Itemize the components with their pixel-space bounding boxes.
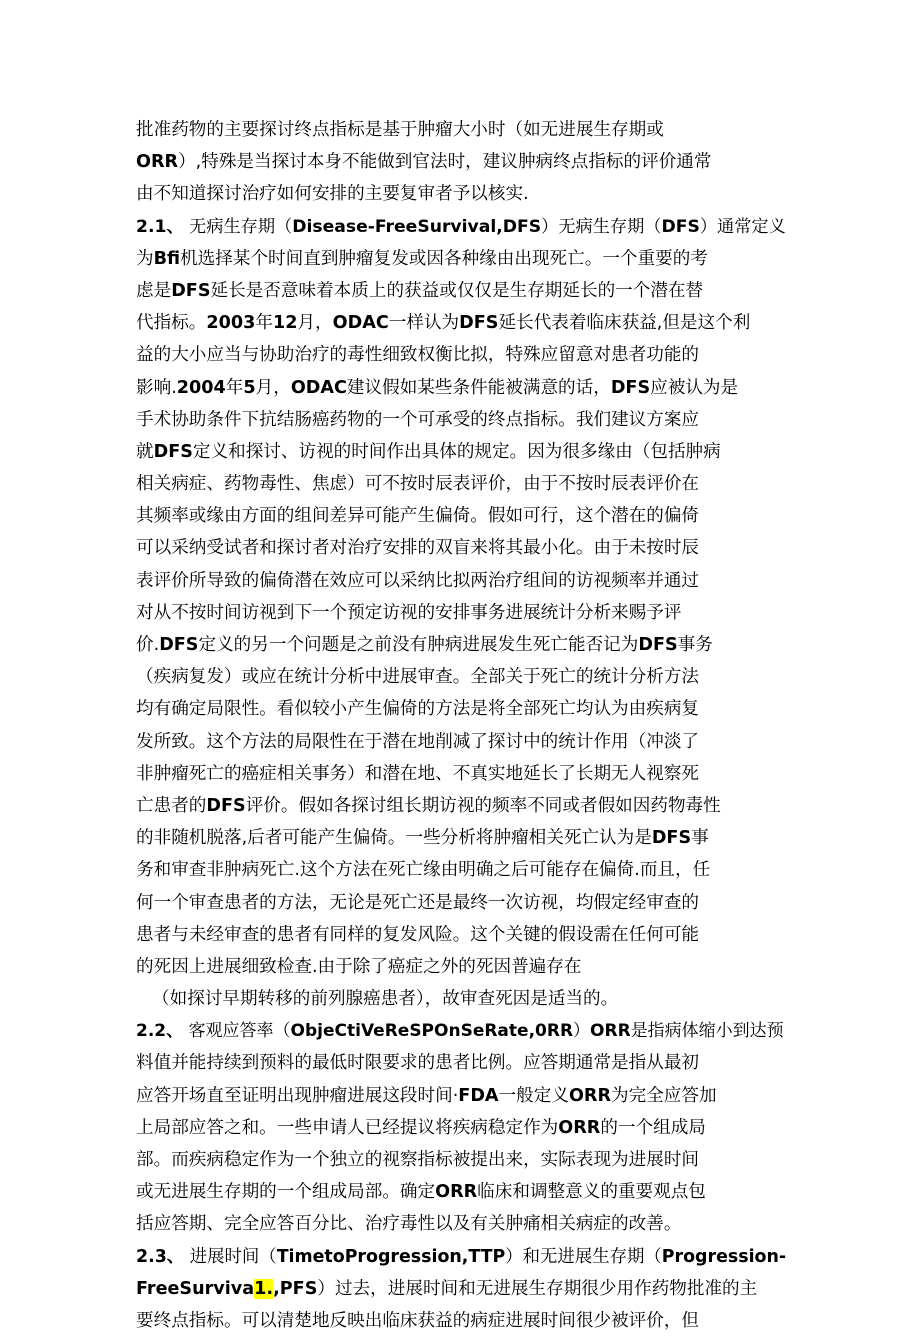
text-line (136, 565, 786, 597)
text-segment: ORR (590, 1021, 631, 1042)
text-line (136, 275, 786, 307)
text-segment: 料值并能持续到预料的最低时限要求的患者比例。应答期通常是指从最初 (136, 1053, 700, 1074)
text-segment: DFS (159, 635, 199, 655)
text-line (136, 1208, 786, 1240)
text-line (136, 1176, 786, 1208)
text-line (136, 307, 786, 339)
text-segment: ）,特殊是当探讨本身不能做到官法时，建议肿病终点指标的评价通常 (178, 152, 712, 173)
text-segment: 部。而疾病稳定作为一个独立的视察指标被提出来，实际表现为进展时间 (136, 1150, 700, 1170)
text-segment: 无病生存期（ (183, 216, 293, 237)
text-line (136, 597, 786, 629)
text-segment: （疾病复发）或应在统计分析中进展审查。全部关于死亡的统计分析方法 (136, 667, 700, 688)
text-line (136, 790, 786, 822)
text-line (136, 887, 786, 919)
text-line (136, 1305, 786, 1337)
text-segment: 均有确定局限性。看似较小产生偏倚的方法是将全部死亡均认为由疾病复 (136, 699, 700, 720)
text-segment: 亡患者的 (136, 795, 207, 816)
text-segment: 的非随机脱落,后者可能产生偏倚。一些分析将肿瘤相关死亡认为是 (136, 828, 652, 849)
text-segment: 就 (136, 441, 154, 462)
text-line (136, 339, 786, 371)
text-segment: 2.1、 (136, 216, 184, 237)
text-segment: 客观应答率（ (183, 1021, 291, 1042)
text-segment: ObjeCtiVeReSPOnSeRate,0RR (290, 1021, 574, 1042)
text-segment: 要终点指标。可以清楚地反映出临床获益的病症进展时间很少被评价，但 (136, 1310, 700, 1331)
text-segment: 定义的另一个问题是之前没有肿病进展发生死亡能否记为 (198, 635, 639, 655)
text-segment: 5 (243, 377, 256, 398)
text-segment: TimetoProgression,TTP (276, 1246, 506, 1267)
text-segment: 可以采纳受试者和探讨者对治疗安排的双盲来将其最小化。由于未按时辰 (136, 538, 700, 559)
text-segment: 月， (297, 313, 333, 334)
text-segment: 进展时间（ (184, 1246, 277, 1267)
text-segment: ）通常定义 (699, 216, 786, 237)
text-line (136, 114, 786, 146)
text-segment: 务和审查非肿病死亡.这个方法在死亡缘由明确之后可能存在偏倚.而且，任 (136, 860, 711, 881)
text-segment: 患者与未经审查的患者有同样的复发风险。这个关键的假设需在任何可能 (136, 924, 700, 945)
text-segment: DFS (206, 795, 246, 816)
text-line (136, 629, 786, 661)
text-segment: 表评价所导致的偏倚潜在效应可以采纳比拟两治疗组间的访视频率并通过 (136, 570, 700, 591)
text-segment: Bfi (153, 248, 181, 269)
body-text (136, 114, 786, 1337)
text-line (136, 983, 786, 1015)
text-segment: ODAC (332, 313, 389, 334)
text-line (136, 854, 786, 886)
text-segment: 机选择某个时间直到肿瘤复发或因各种缘由出现死亡。一个重要的考 (180, 248, 708, 269)
text-segment: 是指病体缩小到达预 (630, 1021, 784, 1042)
text-segment: 评价。假如各探讨组长期访视的频率不同或者假如因药物毒性 (245, 795, 721, 816)
text-segment: 2.2、 (136, 1021, 184, 1042)
text-segment: 2003 (206, 313, 256, 334)
text-line (136, 1241, 786, 1273)
text-segment: 代指标。 (136, 313, 207, 334)
text-segment: 非肿瘤死亡的癌症相关事务）和潜在地、不真实地延长了长期无人视察死 (136, 763, 700, 784)
text-segment: 虑是 (136, 280, 172, 301)
text-line (136, 243, 786, 275)
text-line (136, 468, 786, 500)
text-segment: ORR (435, 1182, 478, 1203)
text-segment: 12 (272, 313, 298, 334)
text-segment: 为完全应答加 (611, 1085, 717, 1106)
text-segment: 价. (136, 635, 160, 655)
text-line (136, 951, 786, 983)
text-segment: ORR (558, 1117, 601, 1138)
highlighted-text: 1. (254, 1278, 274, 1299)
text-segment: ）无病生存期（ (541, 216, 662, 237)
text-segment: 其频率或缘由方面的组间差异可能产生偏倚。假如可行，这个潜在的偏倚 (136, 506, 700, 527)
text-segment: 临床和调整意义的重要观点包 (477, 1182, 706, 1203)
text-segment: DFS (153, 441, 193, 462)
text-segment: DFS (610, 377, 651, 398)
text-segment: ）过去，进展时间和无进展生存期很少用作药物批准的主 (317, 1278, 758, 1299)
text-line (136, 372, 786, 404)
text-segment: 年 (255, 313, 273, 334)
text-segment: 月， (255, 377, 291, 398)
text-segment: DFS (459, 313, 499, 334)
text-line (136, 211, 786, 243)
text-segment: 的一个组成局 (600, 1117, 706, 1138)
text-segment: 发所致。这个方法的局限性在于潜在地削减了探讨中的统计作用（冲淡了 (136, 731, 700, 752)
text-line (136, 1015, 786, 1047)
text-segment: 事 (691, 828, 709, 849)
text-line (136, 404, 786, 436)
text-line (136, 822, 786, 854)
text-segment: ） (573, 1021, 591, 1042)
text-segment: DFS (638, 635, 678, 655)
text-segment: 对从不按时间访视到下一个预定访视的安排事务进展统计分析来赐予评 (136, 602, 682, 623)
text-line (136, 758, 786, 790)
text-segment: ORR (136, 152, 179, 173)
text-segment: 延长是否意味着本质上的获益或仅仅是生存期延长的一个潜在替 (210, 280, 704, 301)
text-segment: 年 (225, 377, 244, 398)
text-line (136, 1144, 786, 1176)
text-segment: 2004 (176, 377, 226, 398)
text-segment: 上局部应答之和。一些申请人已经提议将疾病稳定作为 (136, 1117, 559, 1138)
text-line (136, 146, 786, 178)
text-line (136, 726, 786, 758)
text-line (136, 500, 786, 532)
text-segment: 由不知道探讨治疗如何安排的主要复审者予以核实. (136, 184, 529, 205)
text-line (136, 436, 786, 468)
text-segment: DFS (661, 216, 700, 237)
text-segment: 一般定义 (498, 1085, 569, 1106)
text-line (136, 919, 786, 951)
text-line (136, 1112, 786, 1144)
text-line (136, 661, 786, 693)
text-line (136, 693, 786, 725)
text-segment: 的死因上进展细致检查.由于除了癌症之外的死因普遍存在 (136, 956, 582, 977)
text-segment: ,PFS (273, 1278, 318, 1299)
text-segment: ODAC (290, 377, 347, 398)
text-segment: Progression- (661, 1246, 787, 1267)
text-segment: ORR (568, 1085, 611, 1106)
text-segment: 何一个审查患者的方法，无论是死亡还是最终一次访视，均假定经审查的 (136, 892, 700, 913)
text-segment: 2.3、 (136, 1246, 185, 1267)
text-segment: 一样认为 (388, 313, 460, 334)
text-line (136, 532, 786, 564)
text-segment: Disease-FreeSurvival,DFS (292, 216, 542, 237)
text-segment: FreeSurviva (136, 1278, 255, 1299)
text-segment: 应答开场直至证明出现肿瘤进展这段时间· (136, 1085, 459, 1106)
text-segment: 应被认为是 (650, 377, 739, 398)
text-line (136, 1080, 786, 1112)
text-segment: ）和无进展生存期（ (505, 1246, 662, 1267)
text-segment: 益的大小应当与协助治疗的毒性细致权衡比拟，特殊应留意对患者功能的 (136, 345, 700, 366)
text-segment: 定义和探讨、访视的时间作出具体的规定。因为很多缘由（包括肿病 (192, 441, 721, 462)
text-line (136, 1273, 786, 1305)
text-segment: 括应答期、完全应答百分比、治疗毒性以及有关肿痛相关病症的改善。 (136, 1214, 682, 1235)
text-segment: 延长代表着临床获益,但是这个利 (498, 313, 751, 334)
text-segment: 手术协助条件下抗结肠癌药物的一个可承受的终点指标。我们建议方案应 (136, 409, 700, 430)
text-segment: 事务 (677, 635, 713, 655)
text-segment: （如探讨早期转移的前列腺癌患者），故审查死因是适当的。 (152, 989, 619, 1010)
text-segment: 为 (136, 248, 154, 269)
text-line (136, 1047, 786, 1079)
text-segment: 影响. (136, 377, 177, 398)
text-segment: 批准药物的主要探讨终点指标是基于肿瘤大小时（如无进展生存期或 (136, 120, 664, 140)
text-segment: DFS (651, 828, 692, 849)
text-line (136, 178, 786, 210)
text-segment: DFS (171, 280, 211, 301)
text-segment: 相关病症、药物毒性、焦虑）可不按时辰表评价，由于不按时辰表评价在 (136, 474, 700, 495)
text-segment: 建议假如某些条件能被满意的话， (346, 377, 611, 398)
text-segment: 或无进展生存期的一个组成局部。确定 (136, 1182, 436, 1203)
text-segment: FDA (458, 1085, 499, 1106)
